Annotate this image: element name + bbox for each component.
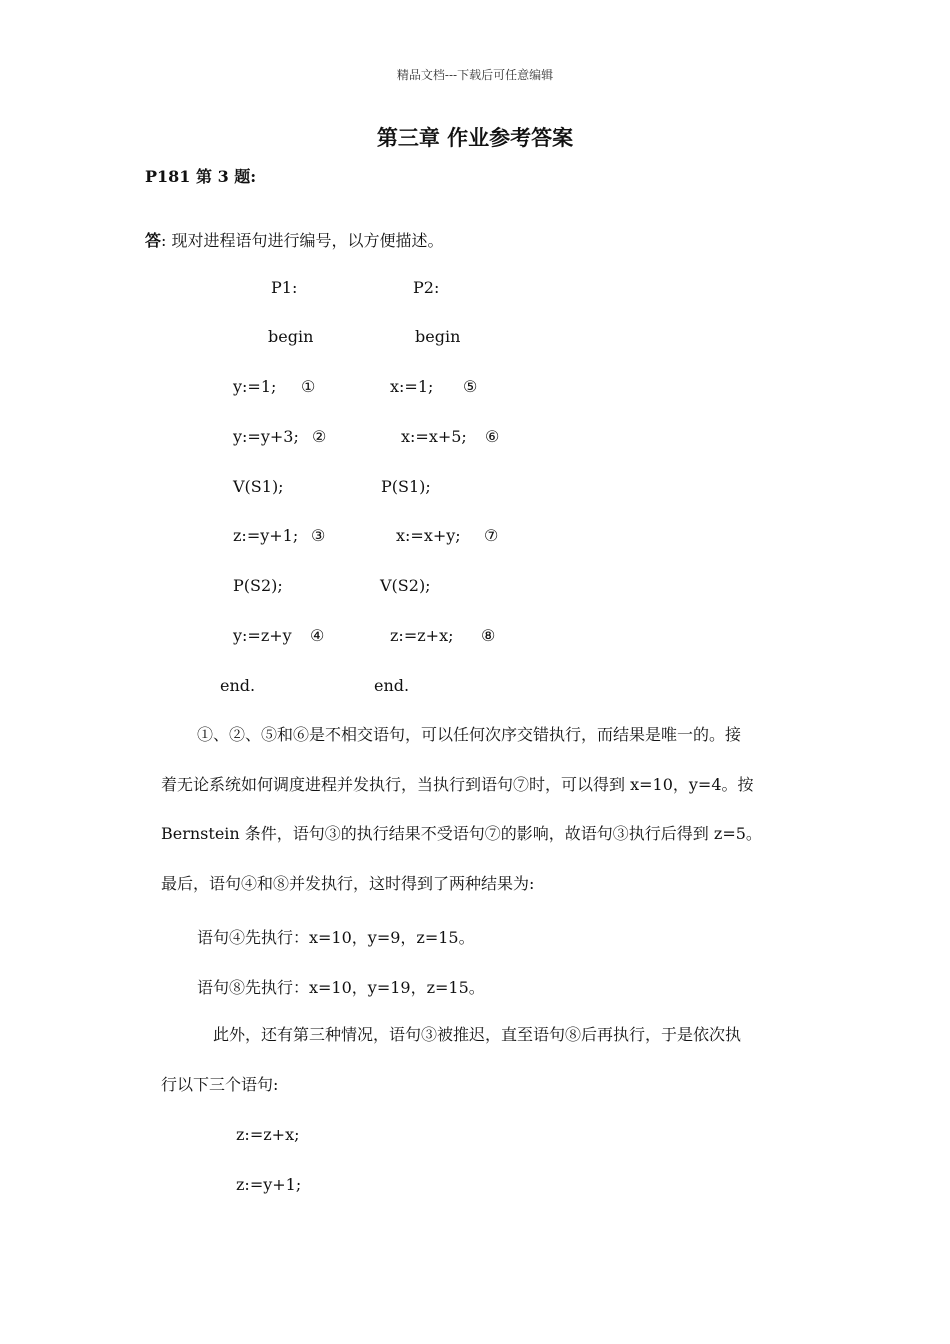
p2-stmt: x:=x+5; [401,427,467,446]
p1-stmt: y:=y+3; [233,427,299,446]
p2-stmt: V(S2); [380,576,431,595]
p1-stmt: y:=1; [233,377,277,396]
paragraph-line: ①、②、⑤和⑥是不相交语句，可以任何次序交错执行，而结果是唯一的。接 [197,725,742,744]
paragraph-line: Bernstein 条件，语句③的执行结果不受语句⑦的影响，故语句③执行后得到 z=5。 [161,824,762,844]
p2-stmt-num: ⑧ [481,626,496,645]
question-number: P181 第 3 题: [145,167,257,186]
p2-stmt: x:=x+y; [396,526,461,545]
final-stmt: z:=z+x; [236,1125,300,1144]
p2-begin: begin [415,327,461,346]
p1-stmt-num: ② [312,427,327,446]
p2-stmt: x:=1; [390,377,434,396]
page-title: 第三章 作业参考答案 [376,125,574,150]
result-line: 语句⑧先执行：x=10，y=19，z=15。 [197,978,485,997]
p2-stmt-num: ⑥ [485,427,500,446]
paragraph-line: 行以下三个语句: [161,1074,279,1094]
answer-intro [145,228,444,251]
p2-stmt: P(S1); [381,477,431,496]
explanation-paragraph [161,710,811,909]
p1-stmt: z:=y+1; [233,526,299,545]
paragraph-line: 最后，语句④和⑧并发执行，这时得到了两种结果为: [161,874,535,894]
paragraph-line: 着无论系统如何调度进程并发执行，当执行到语句⑦时，可以得到 x=10，y=4。按 [161,774,754,794]
p1-stmt: y:=z+y [233,626,292,645]
p1-stmt-num: ④ [310,626,325,645]
page-header: 精品文档---下载后可任意编辑 [396,68,554,82]
third-case-paragraph [161,1010,811,1109]
result-line: 语句④先执行：x=10，y=9，z=15。 [197,928,475,947]
p1-name: P1: [271,278,298,297]
p2-stmt-num: ⑦ [484,526,499,545]
p2-stmt-num: ⑤ [463,377,478,396]
p2-name: P2: [413,278,440,297]
p1-stmt-num: ① [301,377,316,396]
p1-stmt-num: ③ [311,526,326,545]
answer-intro-text: : 现对进程语句进行编号，以方便描述。 [161,231,444,250]
p1-stmt: V(S1); [233,477,284,496]
paragraph-line: 此外，还有第三种情况，语句③被推迟，直至语句⑧后再执行，于是依次执 [213,1025,742,1044]
p1-end: end. [220,676,256,695]
p1-stmt: P(S2); [233,576,283,595]
p2-stmt: z:=z+x; [390,626,454,645]
p2-end: end. [374,676,410,695]
p1-begin: begin [268,327,314,346]
final-stmt: z:=y+1; [236,1175,302,1194]
answer-label: 答 [145,231,162,250]
